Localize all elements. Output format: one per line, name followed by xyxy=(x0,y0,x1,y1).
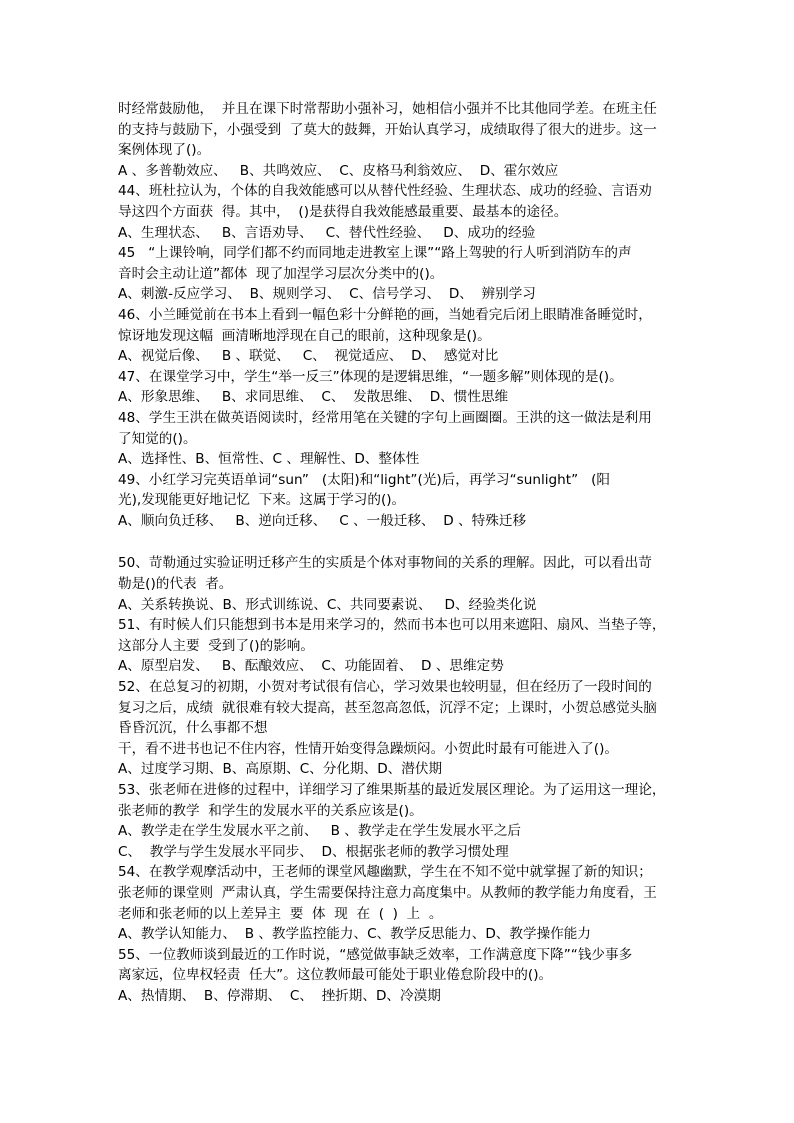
text-line: 的支持与鼓励下，小强受到 了莫大的鼓舞，开始认真学习，成绩取得了很大的进步。这一 xyxy=(118,121,657,138)
text-line: 勒是()的代表 者。 xyxy=(118,576,233,593)
question-block-43-49 xyxy=(118,99,682,531)
text-line: A、教学走在学生发展水平之前、 B 、教学走在学生发展水平之后 xyxy=(118,823,521,840)
text-line: 光),发现能更好地记忆 下来。这属于学习的()。 xyxy=(118,492,406,509)
text-line: 51、有时候人们只能想到书本是用来学习的，然而书本也可以用来遮阳、扇风、当垫子等， xyxy=(118,617,666,634)
text-line: 45 “上课铃响，同学们都不约而同地走进教室上课”“路上驾驶的行人听到消防车的声 xyxy=(118,245,632,262)
text-line: 昏昏沉沉，什么事都不想 xyxy=(118,720,268,737)
text-line: 音时会主动让道”都体 现了加涅学习层次分类中的()。 xyxy=(118,265,444,282)
text-line: 47、在课堂学习中，学生“举一反三”体现的是逻辑思维，“一题多解”则体现的是()。 xyxy=(118,368,623,385)
text-line: 54、在教学观摩活动中，王老师的课堂风趣幽默，学生在不知不觉中就掌握了新的知识； xyxy=(118,864,652,881)
document-page xyxy=(118,99,682,1007)
text-line: A、刺激-反应学习、 B、规则学习、 C、信号学习、 D、 辨别学习 xyxy=(118,286,536,303)
text-line: 时经常鼓励他， 并且在课下时常帮助小强补习，她相信小强并不比其他同学差。在班主任 xyxy=(118,101,657,117)
text-line: A、形象思维、 B、求同思维、 C、 发散思维、 D、惯性思维 xyxy=(118,389,509,406)
text-line: 46、小兰睡觉前在书本上看到一幅色彩十分鲜艳的画，当她看完后闭上眼睛准备睡觉时， xyxy=(118,306,652,323)
text-line: A 、多普勒效应、 B、共鸣效应、 C、皮格马利翁效应、 D、霍尔效应 xyxy=(118,162,559,179)
question-block-50-55 xyxy=(118,553,682,1006)
text-line: 复习之后，成绩 就很难有较大提高，甚至忽高忽低，沉浮不定；上课时，小贺总感觉头脑 xyxy=(118,699,657,716)
text-line: A、视觉后像、 B 、联觉、 C、 视觉适应、 D、 感觉对比 xyxy=(118,348,499,365)
text-line: A、顺向负迁移、 B、逆向迁移、 C 、一般迁移、 D 、特殊迁移 xyxy=(118,512,527,529)
text-line: 55、一位教师谈到最近的工作时说，“感觉做事缺乏效率，工作满意度下降”“钱少事多 xyxy=(118,946,633,963)
text-line: 老师和张老师的以上差异主 要 体 现 在 ( ) 上 。 xyxy=(118,905,443,922)
text-line: 干，看不进书也记不住内容，性情开始变得急躁烦闷。小贺此时最有可能进入了()。 xyxy=(118,740,618,757)
text-line: A、原型启发、 B、酝酿效应、 C、功能固着、 D 、思维定势 xyxy=(118,658,504,675)
text-line: 离家远，位卑权轻责 任大”。这位教师最可能处于职业倦怠阶段中的()。 xyxy=(118,967,553,984)
text-line: 惊讶地发现这幅 画清晰地浮现在自己的眼前，这种现象是()。 xyxy=(118,327,491,344)
text-line: 53、张老师在进修的过程中，详细学习了维果斯基的最近发展区理论。为了运用这一理论， xyxy=(118,782,666,798)
paragraph-gap xyxy=(118,531,682,553)
text-line: 44、班杜拉认为，个体的自我效能感可以从替代性经验、生理状态、成功的经验、言语劝 xyxy=(118,183,652,200)
text-line: A、生理状态、 B、言语劝导、 C、替代性经验、 D、成功的经验 xyxy=(118,224,536,241)
text-line: 这部分人主要 受到了()的影响。 xyxy=(118,637,314,654)
text-line: A、关系转换说、B、形式训练说、C、共同要素说、 D、经验类化说 xyxy=(118,596,537,613)
text-line: C、 教学与学生发展水平同步、 D、根据张老师的教学习惯处理 xyxy=(118,843,509,860)
text-line: 48、学生王洪在做英语阅读时，经常用笔在关键的字句上画圈圈。王洪的这一做法是利用 xyxy=(118,409,652,426)
text-line: A、教学认知能力、 B 、教学监控能力、C、教学反思能力、D、教学操作能力 xyxy=(118,926,591,943)
text-line: 50、苛勒通过实验证明迁移产生的实质是个体对事物间的关系的理解。因此，可以看出苛 xyxy=(118,555,652,572)
text-line: 导这四个方面获 得。其中， ()是获得自我效能感最重要、最基本的途径。 xyxy=(118,203,568,220)
text-line: A、过度学习期、B、高原期、C、分化期、D、潜伏期 xyxy=(118,761,443,778)
text-line: 49、小红学习完英语单词“sun” (太阳)和“light”(光)后，再学习“sunlight” (阳 xyxy=(118,471,611,488)
text-line: 案例体现了()。 xyxy=(118,142,211,159)
text-line: 张老师的课堂则 严肃认真，学生需要保持注意力高度集中。从教师的教学能力角度看，王 xyxy=(118,884,657,901)
text-line: A、选择性、B、恒常性、C 、理解性、D、整体性 xyxy=(118,451,420,468)
text-line: 了知觉的()。 xyxy=(118,430,197,447)
text-line: A、热情期、 B、停滞期、 C、 挫折期、D、冷漠期 xyxy=(118,987,441,1004)
text-line: 张老师的教学 和学生的发展水平的关系应该是()。 xyxy=(118,802,423,819)
text-line: 52、在总复习的初期，小贺对考试很有信心，学习效果也较明显，但在经历了一段时间的 xyxy=(118,679,652,696)
